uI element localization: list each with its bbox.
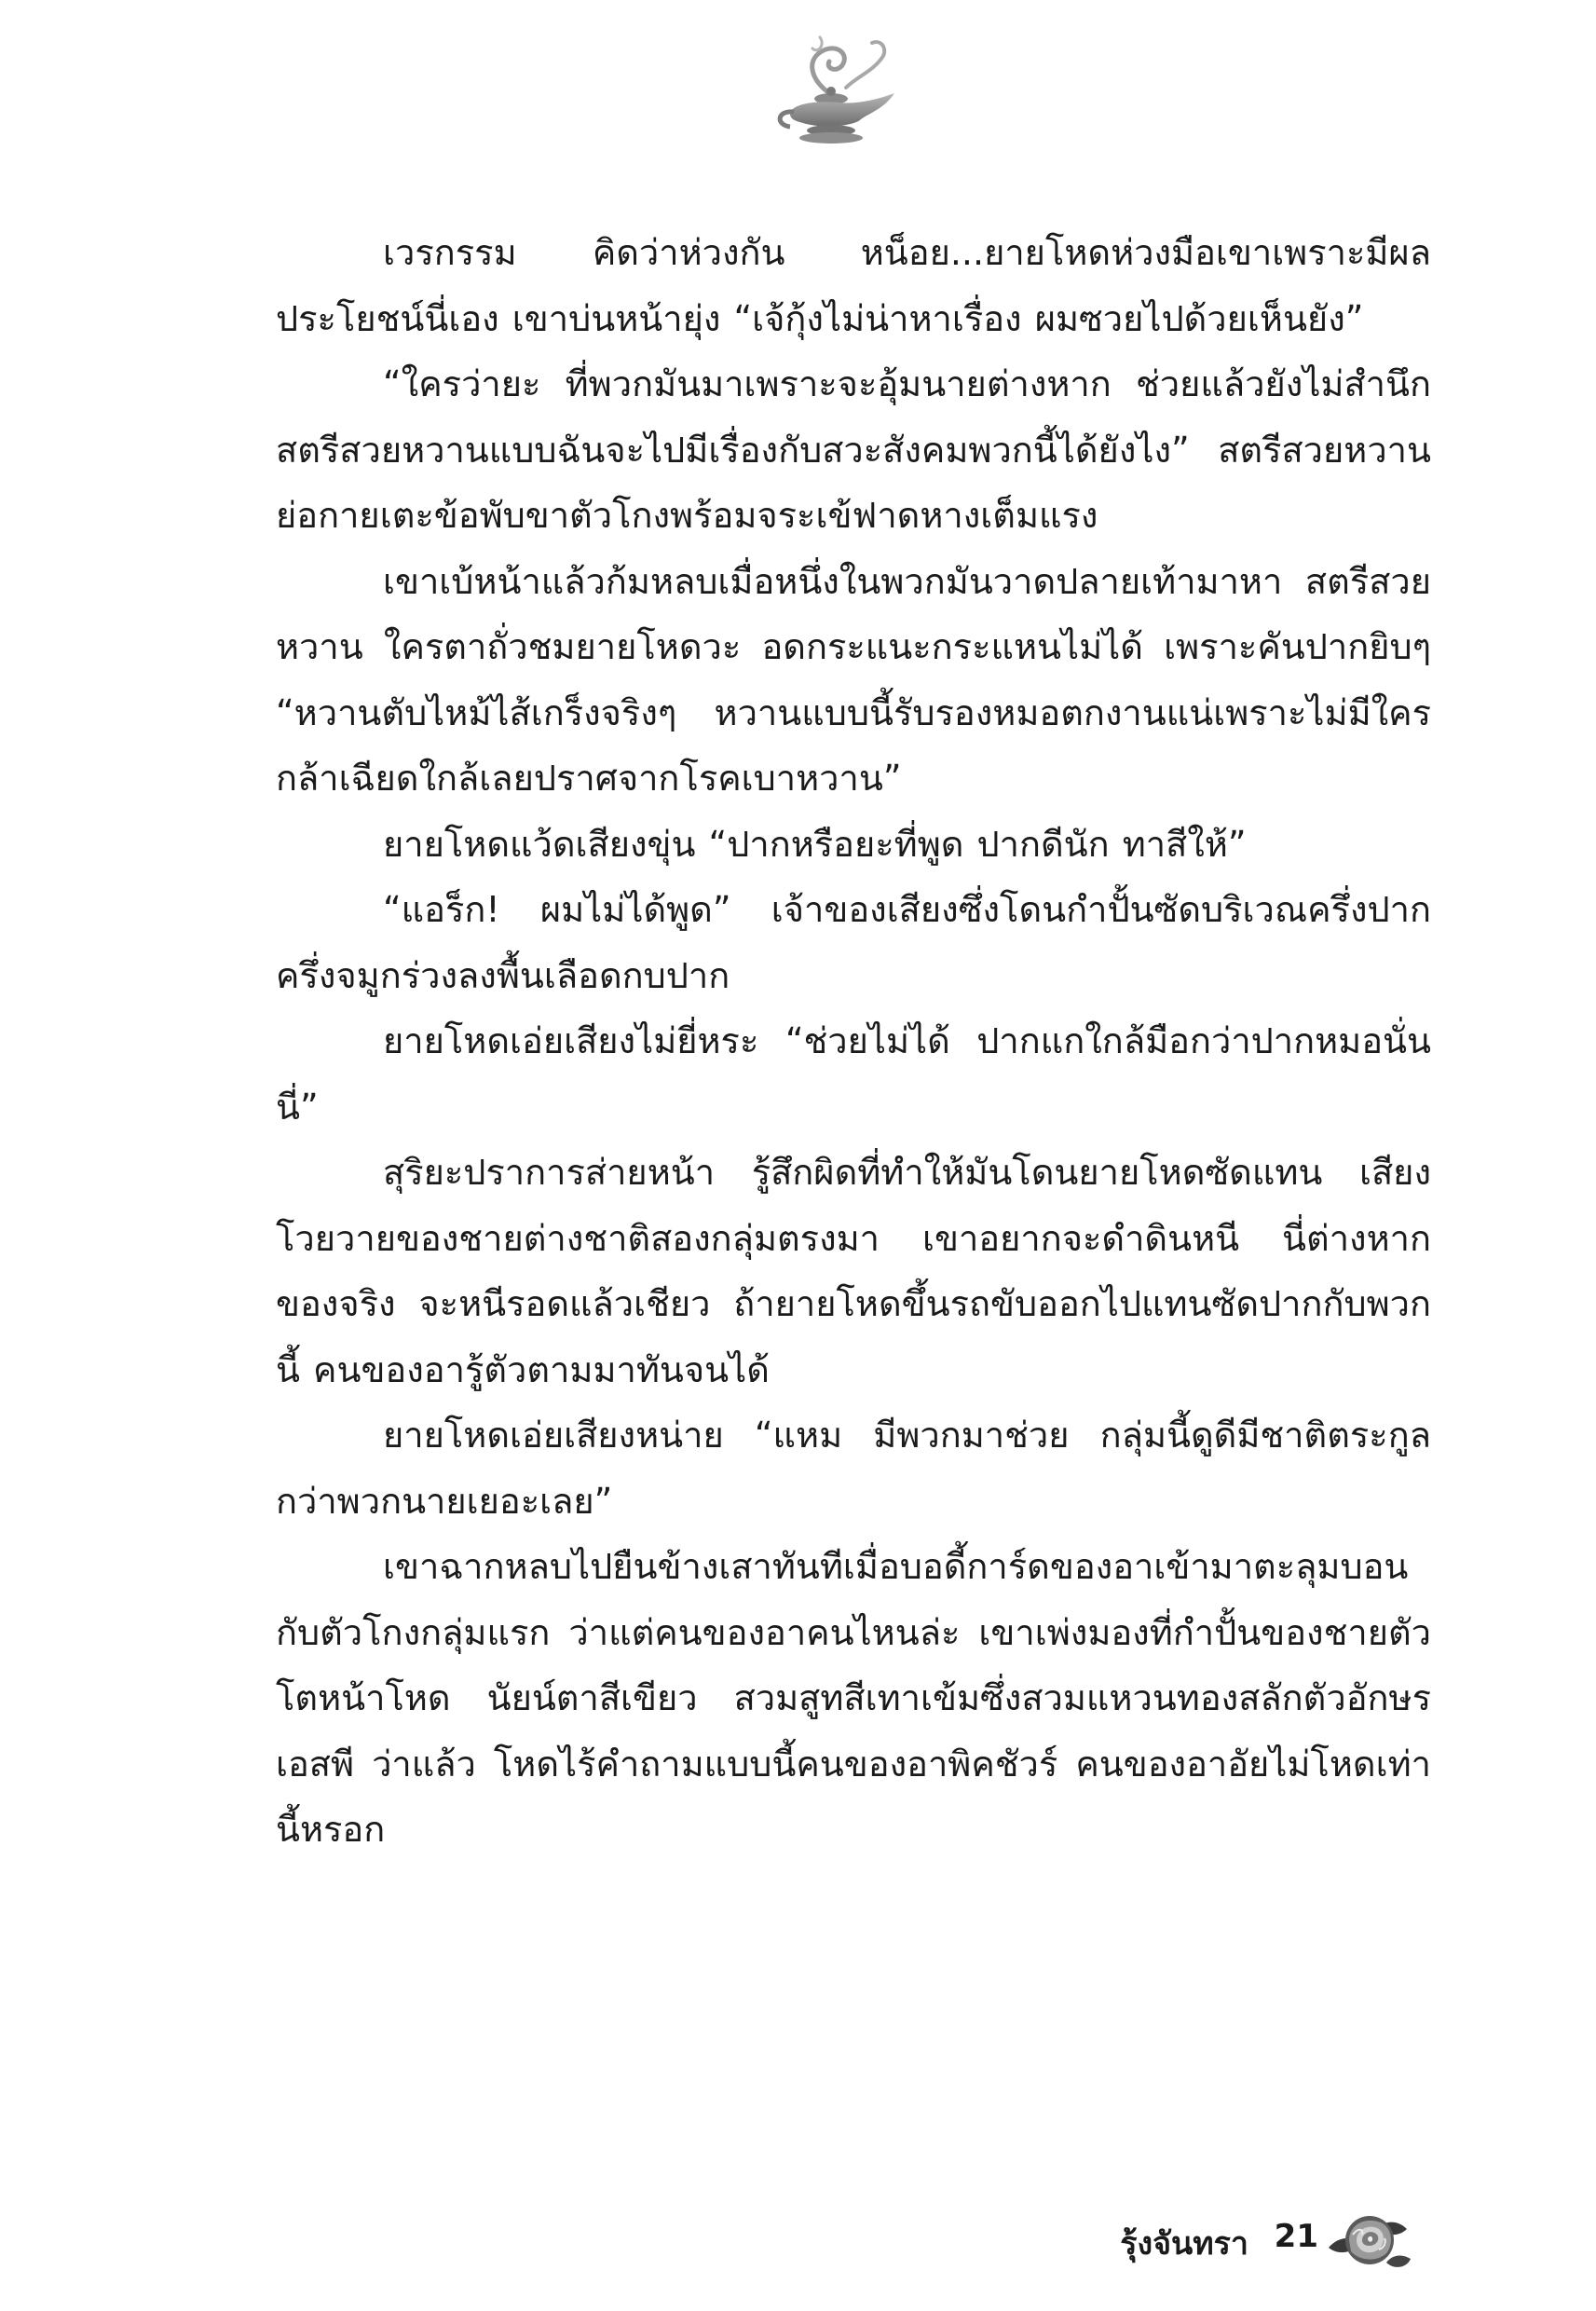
paragraph: “ใครว่ายะ ที่พวกมันมาเพราะจะอุ้มนายต่างหาก ช่วยแล้วยังไม่สำนึก สตรีสวยหวานแบบฉันจะไปมีเรื่องกับสวะสังคมพวกนี้ได้ยังไง” สตรีสวยหวานย่อกายเตะข้อพับขาตัวโกงพร้อมจระเข้ฟาดหางเต็มแรง [276, 363, 1431, 536]
magic-lamp-icon [764, 28, 904, 149]
paragraph: เขาฉากหลบไปยืนข้างเสาทันทีเมื่อบอดี้การ์ดของอาเข้ามาตะลุมบอนกับตัวโกงกลุ่มแรก ว่าแต่คนของอาคนไหนล่ะ เขาเพ่งมองที่กำปั้นของชายตัวโตหน้าโหด นัยน์ตาสีเขียว สวมสูทสีเทาเข้มซึ่งสวมแหวนทองสลักตัวอักษร เอสพี ว่าแล้ว โหดไร้คำถามแบบนี้คนของอาพิคชัวร์ คนของอาอัยไม่โหดเท่านี้หรอก [276, 1546, 1431, 1850]
page-footer [1071, 2201, 1444, 2294]
paragraph: ยายโหดแว้ดเสียงขุ่น “ปากหรือยะที่พูด ปากดีนัก ทาสีให้” [383, 823, 1247, 865]
paragraph: เวรกรรม คิดว่าห่วงกัน หน็อย...ยายโหดห่วงมือเขาเพราะมีผลประโยชน์นี่เอง เขาบ่นหน้ายุ่ง “เจ้กุ้งไม่น่าหาเรื่อง ผมซวยไปด้วยเห็นยัง” [276, 232, 1431, 339]
body-text [276, 220, 1431, 1863]
paragraph: ยายโหดเอ่ยเสียงไม่ยี่หระ “ช่วยไม่ได้ ปากแกใกล้มือกว่าปากหมอนั่นนี่” [276, 1020, 1431, 1128]
paragraph: ยายโหดเอ่ยเสียงหน่าย “แหม มีพวกมาช่วย กลุ่มนี้ดูดีมีชาติตระกูลกว่าพวกนายเยอะเลย” [276, 1415, 1431, 1522]
paragraph: “แอร็ก! ผมไม่ได้พูด” เจ้าของเสียงซึ่งโดนกำปั้นซัดบริเวณครึ่งปากครึ่งจมูกร่วงลงพื้นเลือดกบปาก [276, 889, 1431, 996]
book-title: รุ้งจันทรา [1120, 2225, 1248, 2263]
paragraph: เขาเบ้หน้าแล้วก้มหลบเมื่อหนึ่งในพวกมันวาดปลายเท้ามาหา สตรีสวยหวาน ใครตาถั่วชมยายโหดวะ อดกระแนะกระแหนไม่ได้ เพราะคันปากยิบๆ “หวานตับไหม้ไส้เกร็งจริงๆ หวานแบบนี้รับรองหมอตกงานแน่เพราะไม่มีใครกล้าเฉียดใกล้เลยปราศจากโรคเบาหวาน” [276, 560, 1431, 799]
rose-icon [1321, 2201, 1414, 2276]
paragraph: สุริยะปราการส่ายหน้า รู้สึกผิดที่ทำให้มันโดนยายโหดซัดแทน เสียงโวยวายของชายต่างชาติสองกลุ่มตรงมา เขาอยากจะดำดินหนี นี่ต่างหากของจริง จะหนีรอดแล้วเชียว ถ้ายายโหดขึ้นรถขับออกไปแทนซัดปากกับพวกนี้ คนของอารู้ตัวตามมาทันจนได้ [276, 1152, 1431, 1390]
page-number: 21 [1274, 2218, 1318, 2255]
